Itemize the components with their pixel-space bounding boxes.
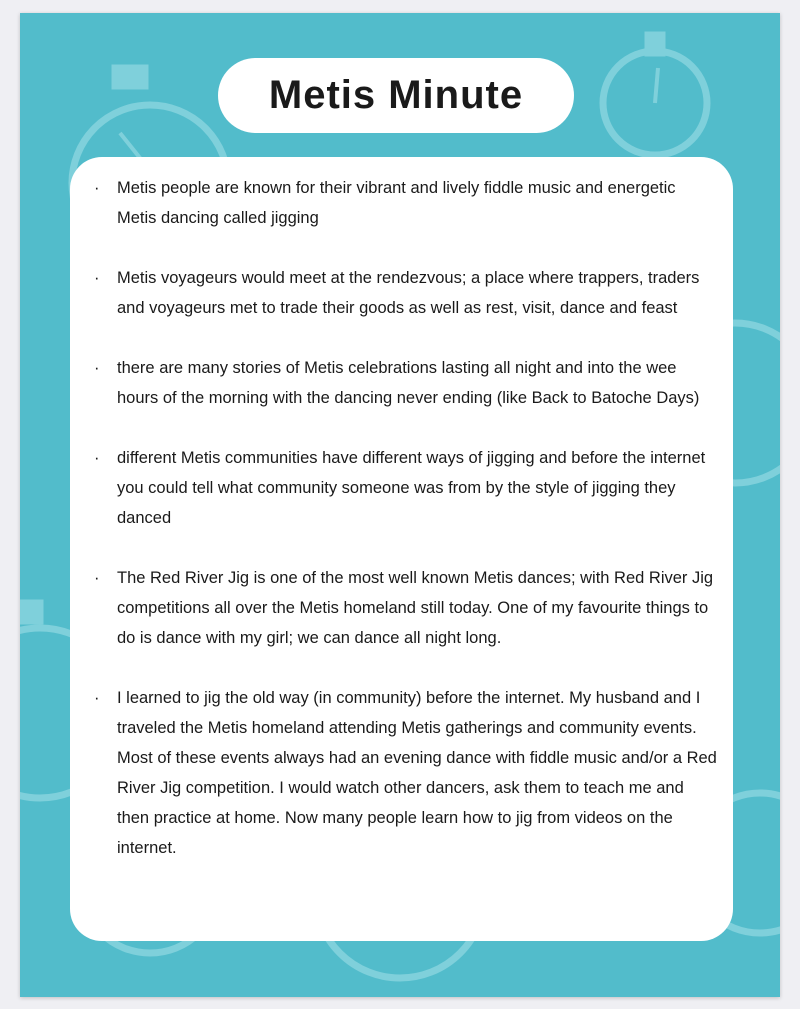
document-page [20,13,780,997]
bullet-icon: · [94,269,100,287]
content-card [70,157,733,941]
list-item [70,683,717,863]
stopwatch-icon [603,35,707,155]
bullet-text: Metis voyageurs would meet at the rendezvous; a place where trappers, traders and voyageurs met to trade their goods as well as rest, visit, dance and feast [117,269,700,317]
list-item [70,443,717,533]
list-item [70,353,717,413]
bullet-text: The Red River Jig is one of the most well known Metis dances; with Red River Jig competitions all over the Metis homeland still today. One of my favourite things to do is dance with my girl; we can dance all night long. [117,569,714,647]
bullet-text: Metis people are known for their vibrant and lively fiddle music and energetic Metis dancing called jigging [117,179,676,227]
list-item [70,263,717,323]
bullet-text: I learned to jig the old way (in community) before the internet. My husband and I traveled the Metis homeland attending Metis gatherings and community events. Most of these events always had an evening dance with fiddle music and/or a Red River Jig competition. I would watch other dancers, ask them to teach me and then practice at home. Now many people learn how to jig from videos on the internet. [117,689,717,857]
list-item [70,563,717,653]
bullet-icon: · [94,569,100,587]
title-pill [218,58,574,133]
bullet-list [70,157,733,863]
bullet-icon: · [94,689,100,707]
bullet-icon: · [94,449,100,467]
bullet-icon: · [94,179,100,197]
page-title: Metis Minute [268,73,524,117]
bullet-icon: · [94,359,100,377]
list-item [70,173,717,233]
bullet-text: different Metis communities have different ways of jigging and before the internet you could tell what community someone was from by the style of jigging they danced [117,449,706,527]
bullet-text: there are many stories of Metis celebrations lasting all night and into the wee hours of the morning with the dancing never ending (like Back to Batoche Days) [117,359,700,407]
